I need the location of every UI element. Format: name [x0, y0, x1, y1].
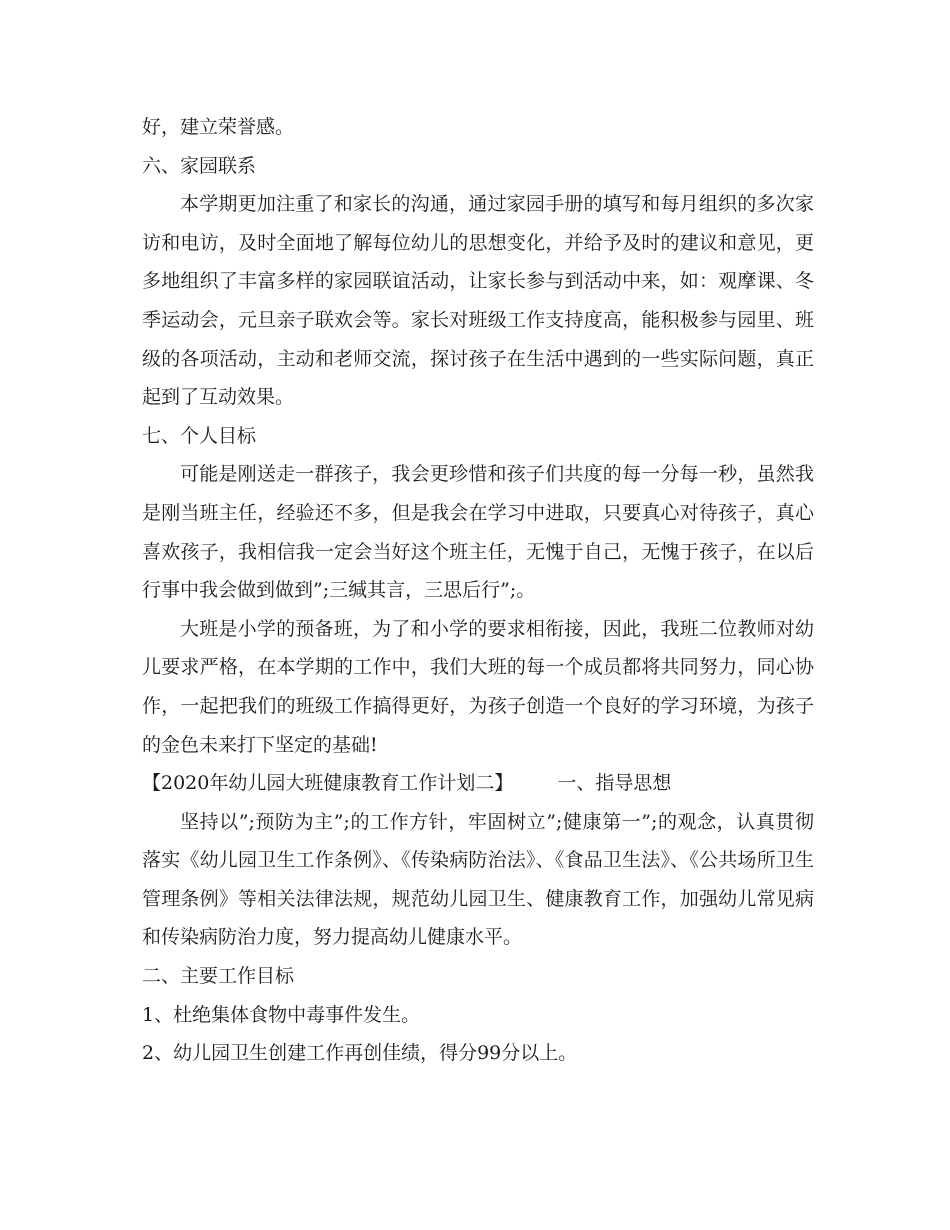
paragraph-guiding-ideas: 坚持以”;预防为主”;的工作方针，牢固树立”;健康第一”;的观念，认真贯彻落实《幼儿园卫生工作条例》、《传染病防治法》、《食品卫生法》、《公共场所卫生管理条例》等相关法律法规，规范幼儿园卫生、健康教育工作，加强幼儿常见病和传染病防治力度，努力提高幼儿健康水平。 — [142, 810, 814, 949]
paragraph-home-school: 本学期更加注重了和家长的沟通，通过家园手册的填写和每月组织的多次家访和电访，及时全面地了解每位幼儿的思想变化，并给予及时的建议和意见，更多地组织了丰富多样的家园联谊活动，让家长参与到活动中来，如：观摩课、冬季运动会，元旦亲子联欢会等。家长对班级工作支持度高，能积极参与园里、班级的各项活动，主动和老师交流，探讨孩子在生活中遇到的一些实际问题，真正起到了互动效果。 — [142, 193, 814, 409]
goal-item-1: 1、杜绝集体食物中毒事件发生。 — [142, 1003, 421, 1026]
paragraph-preparatory-class: 大班是小学的预备班，为了和小学的要求相衔接，因此，我班二位教师对幼儿要求严格，在本学期的工作中，我们大班的每一个成员都将共同努力，同心协作，一起把我们的班级工作搞得更好，为孩子创造一个良好的学习环境，为孩子的金色未来打下坚定的基础! — [142, 617, 814, 756]
paragraph-continuation: 好，建立荣誉感。 — [142, 116, 295, 138]
section-heading-home-school: 六、家园联系 — [142, 154, 257, 177]
document-body — [142, 108, 814, 1073]
plan-title-line — [142, 764, 814, 803]
section-heading-main-goals: 二、主要工作目标 — [142, 965, 295, 988]
goal-item-2: 2、幼儿园卫生创建工作再创佳绩，得分99分以上。 — [142, 1042, 578, 1065]
plan-title: 【2020年幼儿园大班健康教育工作计划二】 — [142, 772, 514, 795]
paragraph-personal-goals: 可能是刚送走一群孩子，我会更珍惜和孩子们共度的每一分每一秒，虽然我是刚当班主任，经验还不多，但是我会在学习中进取，只要真心对待孩子，真心喜欢孩子，我相信我一定会当好这个班主任，无愧于自己，无愧于孩子，在以后行事中我会做到做到”;三缄其言，三思后行”;。 — [142, 463, 814, 602]
section-heading-guiding-ideas: 一、指导思想 — [557, 772, 672, 795]
section-heading-personal-goals: 七、个人目标 — [142, 424, 257, 447]
